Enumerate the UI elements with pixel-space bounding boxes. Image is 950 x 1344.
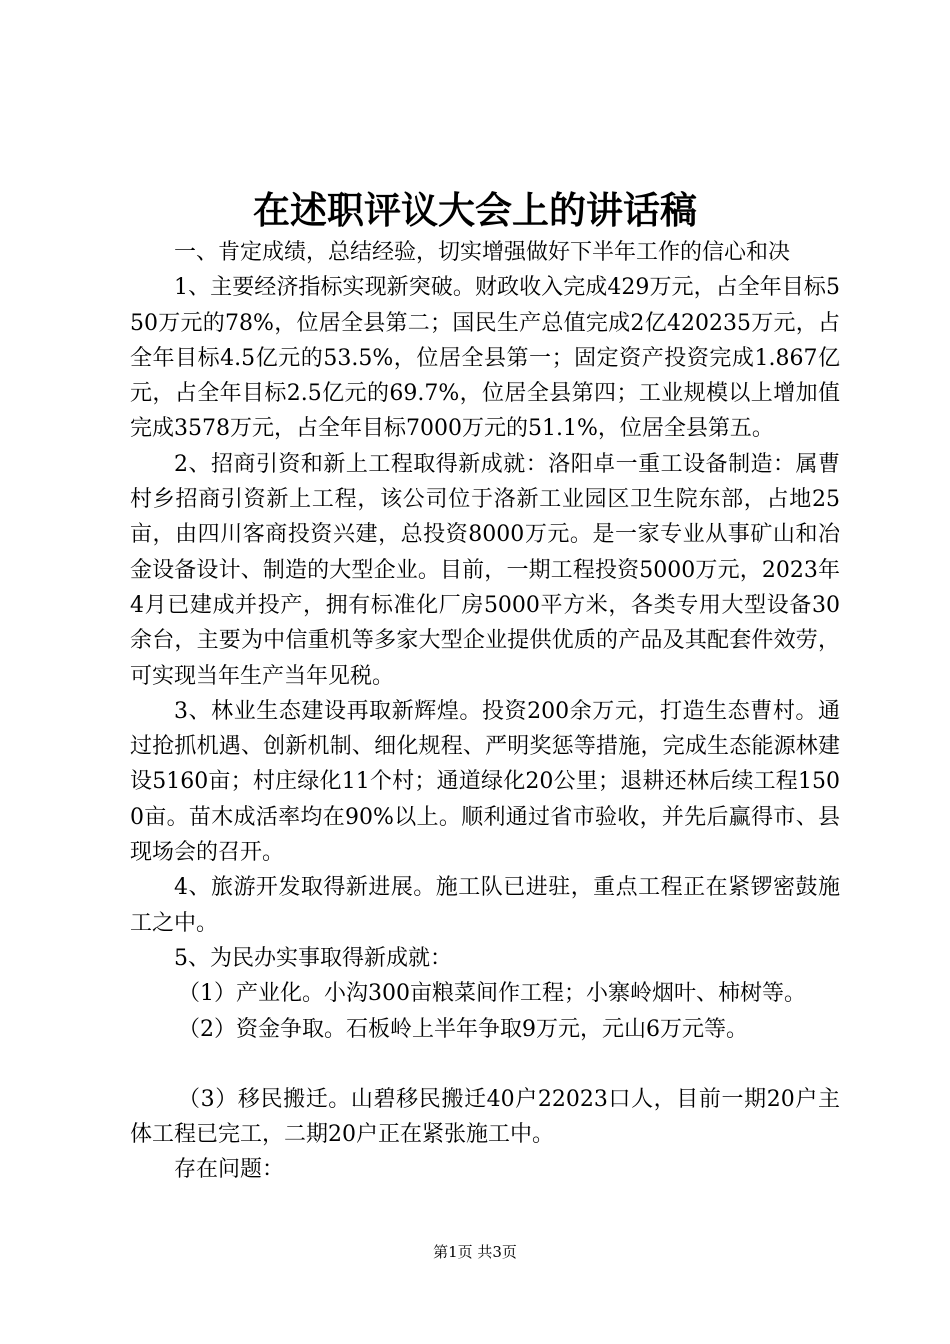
- paragraph-gap: [130, 1047, 840, 1082]
- document-body: [130, 235, 840, 1188]
- page-number: 第1页 共3页: [433, 1243, 517, 1261]
- paragraph-livelihood: 5、为民办实事取得新成就：: [174, 945, 452, 971]
- paragraph-investment: 2、招商引资和新上工程取得新成就：洛阳卓一重工设备制造：属曹村乡招商引资新上工程，该公司位于洛新工业园区卫生院东部，占地25亩，由四川客商投资兴建，总投资8000万元。是一家专业从事矿山和冶金设备设计、制造的大型企业。目前，一期工程投资5000万元，2023年4月已建成并投产，拥有标准化厂房5000平方米，各类专用大型设备30余台，主要为中信重机等多家大型企业提供优质的产品及其配套件效劳，可实现当年生产当年见税。: [130, 451, 840, 689]
- sub-item-industrialization: （1）产业化。小沟300亩粮菜间作工程；小寨岭烟叶、柿树等。: [178, 981, 806, 1007]
- sub-item-relocation: （3）移民搬迁。山碧移民搬迁40户22023口人，目前一期20户主体工程已完工，二期20户正在紧张施工中。: [130, 1086, 840, 1148]
- paragraph-problems: 存在问题：: [174, 1157, 285, 1183]
- paragraph-economy: 1、主要经济指标实现新突破。财政收入完成429万元，占全年目标550万元的78%，位居全县第二；国民生产总值完成2亿420235万元，占全年目标4.5亿元的53.5%，位居全县第一；固定资产投资完成1.867亿元，占全年目标2.5亿元的69.7%，位居全县第四；工业规模以上增加值完成3578万元，占全年目标7000万元的51.1%，位居全县第五。: [130, 275, 840, 442]
- sub-item-funding: （2）资金争取。石板岭上半年争取9万元，元山6万元等。: [178, 1016, 748, 1042]
- document-title: 在述职评议大会上的讲话稿: [253, 188, 697, 232]
- paragraph-forestry: 3、林业生态建设再取新辉煌。投资200余万元，打造生态曹村。通过抢抓机遇、创新机制、细化规程、严明奖惩等措施，完成生态能源林建设5160亩；村庄绿化11个村；通道绿化20公里；退耕还林后续工程1500亩。苗木成活率均在90%以上。顺利通过省市验收，并先后赢得市、县现场会的召开。: [130, 698, 840, 866]
- section-heading: 一、肯定成绩，总结经验，切实增强做好下半年工作的信心和决: [174, 240, 791, 265]
- paragraph-tourism: 4、旅游开发取得新进展。施工队已进驻，重点工程正在紧锣密鼓施工之中。: [130, 875, 840, 936]
